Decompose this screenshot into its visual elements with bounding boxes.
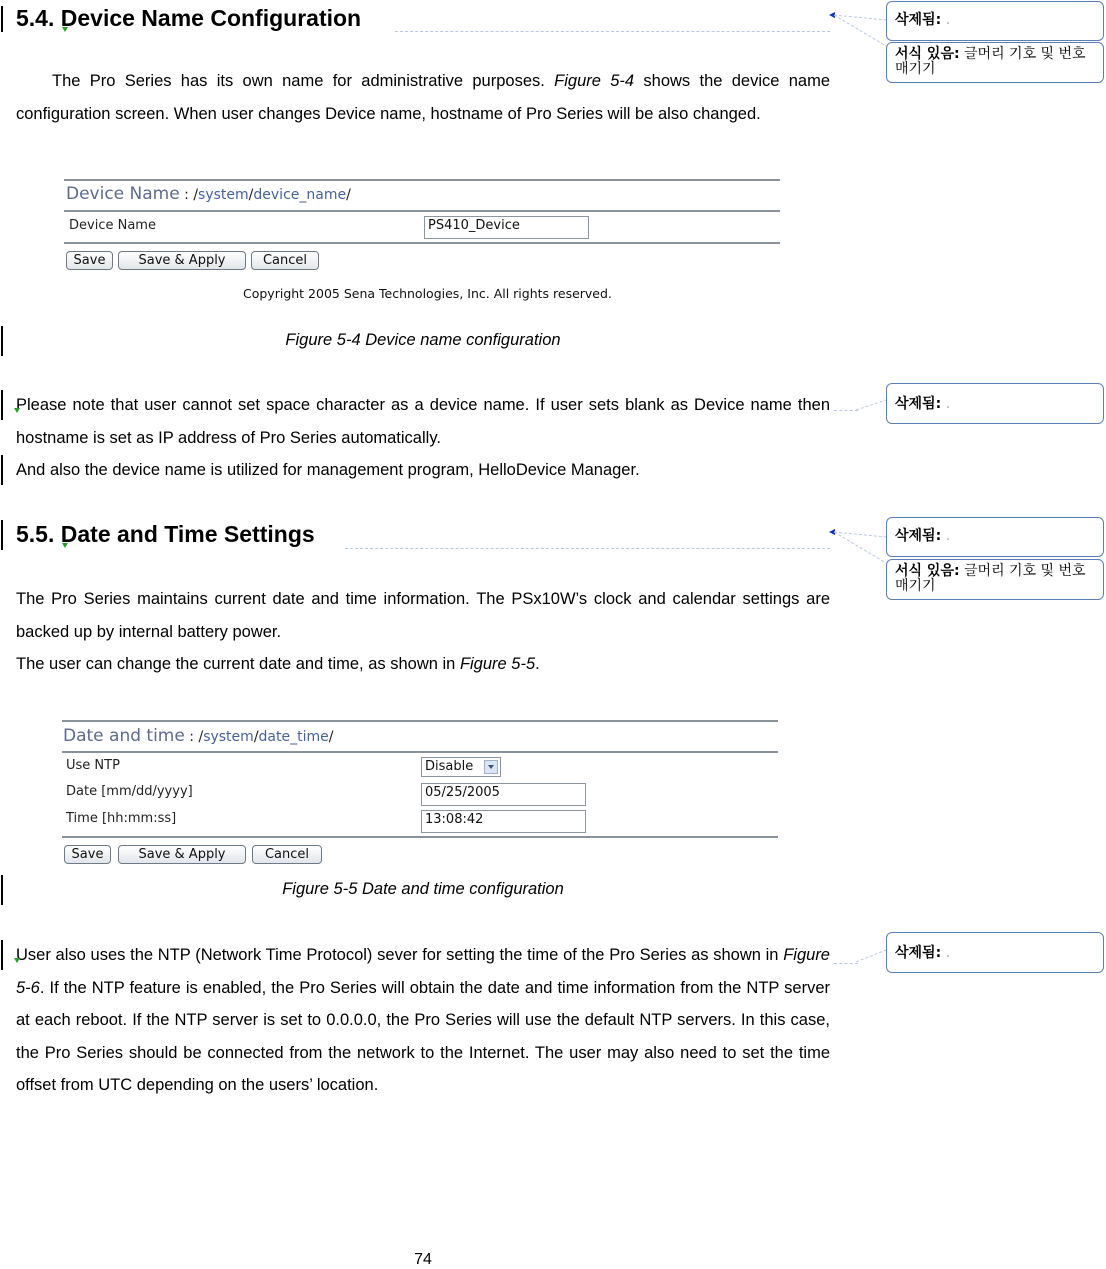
- divider: [62, 836, 778, 838]
- paragraph-manager: And also the device name is utilized for management program, HelloDevice Manager.: [16, 461, 640, 479]
- cancel-button[interactable]: Cancel: [251, 251, 319, 270]
- revision-marker: [62, 27, 68, 32]
- copyright-text: Copyright 2005 Sena Technologies, Inc. All rights reserved.: [243, 286, 612, 301]
- comment-connector: [345, 548, 830, 549]
- date-label: Date [mm/dd/yyyy]: [66, 784, 193, 799]
- revision-marker: [14, 408, 20, 413]
- divider: [62, 720, 778, 722]
- figure-caption-5-5: Figure 5-5 Date and time configuration: [282, 880, 564, 898]
- chevron-down-icon: [484, 760, 498, 774]
- change-bar: [1, 940, 3, 970]
- comment-leader-lines: [834, 527, 888, 567]
- page-number: 74: [414, 1251, 432, 1268]
- time-label: Time [hh:mm:ss]: [66, 811, 177, 826]
- comment-leader-lines: [856, 944, 888, 964]
- change-bar: [1, 520, 3, 550]
- revision-marker: [62, 543, 68, 548]
- change-bar: [1, 455, 3, 485]
- paragraph-ntp: User also uses the NTP (Network Time Protocol) sever for setting the time of the Pro Series as shown in Figure 5-6. If the NTP feature is enabled, the Pro Series will obtain the date and time information from the NTP server at each reboot. If the NTP server is set to 0.0.0.0, the Pro Series will use the default NTP servers. In this case, the Pro Series should be connected from the network to the Internet. The user may also need to set the time offset from UTC depending on the users’ location.: [16, 946, 830, 1094]
- save-apply-button[interactable]: Save & Apply: [118, 845, 246, 864]
- comment-balloon-deleted[interactable]: 삭제됨: .: [886, 1, 1104, 41]
- divider: [64, 210, 780, 212]
- save-button[interactable]: Save: [64, 845, 111, 864]
- cancel-button[interactable]: Cancel: [252, 845, 322, 864]
- paragraph-change-time: The user can change the current date and time, as shown in Figure 5-5.: [16, 655, 540, 673]
- comment-connector: [395, 31, 830, 32]
- divider: [64, 242, 780, 244]
- comment-balloon-deleted[interactable]: 삭제됨: .: [886, 517, 1104, 557]
- date-time-screenshot: [62, 719, 780, 871]
- figure-caption-5-4: Figure 5-4 Device name configuration: [285, 331, 561, 349]
- section-heading-5-5: 5.5. Date and Time Settings: [16, 521, 315, 547]
- comment-leader-lines: [856, 396, 888, 412]
- save-button[interactable]: Save: [66, 251, 113, 270]
- device-name-label: Device Name: [69, 218, 156, 233]
- comment-balloon-formatted[interactable]: 서식 있음: 글머리 기호 및 번호 매기기: [886, 42, 1104, 83]
- date-input[interactable]: 05/25/2005: [421, 783, 586, 806]
- comment-connector: [834, 963, 858, 964]
- use-ntp-select[interactable]: Disable: [421, 757, 501, 777]
- change-bar: [1, 390, 3, 420]
- paragraph-intro: The Pro Series has its own name for administrative purposes. Figure 5-4 shows the device name configuration screen. When user changes Device name, hostname of Pro Series will be also changed.: [16, 72, 831, 123]
- section-heading-5-4: 5.4. Device Name Configuration: [16, 5, 362, 31]
- panel-title: Date and time : /system/date_time/: [63, 726, 334, 746]
- change-bar: [1, 6, 3, 32]
- divider: [64, 179, 780, 181]
- paragraph-note: Please note that user cannot set space character as a device name. If user sets blank as Device name then hostname is set as IP address of Pro Series automatically.: [16, 396, 830, 447]
- time-input[interactable]: 13:08:42: [421, 810, 586, 833]
- divider: [62, 751, 778, 753]
- paragraph-clock: The Pro Series maintains current date and time information. The PSx10W’s clock and calendar settings are backed up by internal battery power.: [16, 590, 830, 641]
- comment-connector: [834, 410, 858, 411]
- device-name-input[interactable]: PS410_Device: [424, 216, 589, 239]
- comment-leader-lines: [834, 10, 888, 50]
- save-apply-button[interactable]: Save & Apply: [118, 251, 246, 270]
- use-ntp-label: Use NTP: [66, 758, 120, 773]
- revision-marker: [14, 958, 20, 963]
- comment-balloon-deleted[interactable]: 삭제됨: .: [886, 932, 1104, 973]
- panel-title: Device Name : /system/device_name/: [66, 184, 351, 204]
- comment-balloon-deleted[interactable]: 삭제됨: .: [886, 383, 1104, 424]
- device-name-screenshot: [64, 178, 782, 312]
- comment-balloon-formatted[interactable]: 서식 있음: 글머리 기호 및 번호 매기기: [886, 559, 1104, 600]
